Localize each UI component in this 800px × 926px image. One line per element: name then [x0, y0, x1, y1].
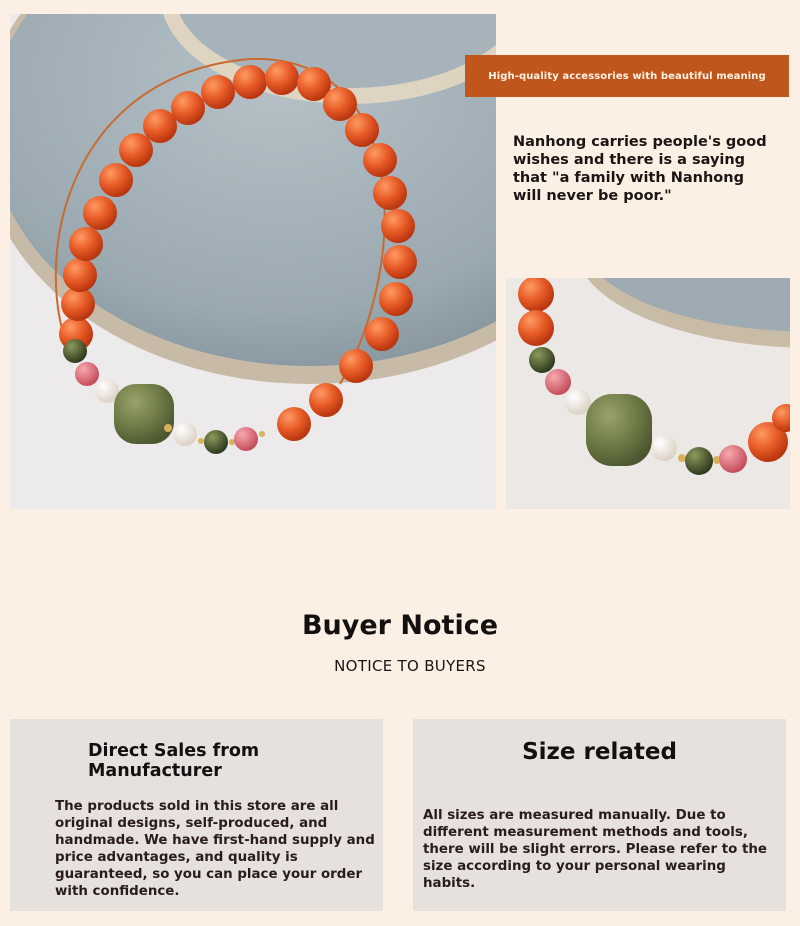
banner-text: High-quality accessories with beautiful meaning [488, 70, 766, 82]
carnelian-bead [61, 287, 95, 321]
carnelian-bead [339, 349, 373, 383]
buyer-notice-title: Buyer Notice [301, 610, 499, 641]
tagline-banner [465, 55, 789, 97]
bracelet-product-photo [10, 14, 496, 509]
carnelian-bead [323, 87, 357, 121]
carnelian-bead [265, 61, 299, 95]
carnelian-bead [365, 317, 399, 351]
carnelian-bead [373, 176, 407, 210]
card-title: Direct Sales from Manufacturer [88, 741, 260, 781]
carnelian-bead [63, 258, 97, 292]
carnelian-bead [381, 209, 415, 243]
carnelian-bead [345, 113, 379, 147]
carnelian-bead [143, 109, 177, 143]
buyer-notice-subtitle: NOTICE TO BUYERS [334, 657, 486, 675]
carnelian-bead [309, 383, 343, 417]
carnelian-bead [83, 196, 117, 230]
bracelet-closeup-photo [506, 278, 790, 509]
carnelian-bead [171, 91, 205, 125]
card-body: All sizes are measured manually. Due to different measurement methods and tools, there will be slight errors. Please refer to the size according to your personal wearing habits. [423, 808, 768, 891]
carnelian-bead [379, 282, 413, 316]
card-body: The products sold in this store are all original designs, self-produced, and handmade. We have first-hand supply and price advantages, and quality is guaranteed, so you can place your order with confidence. [55, 799, 375, 899]
carnelian-bead [69, 227, 103, 261]
carnelian-bead [363, 143, 397, 177]
carnelian-bead [383, 245, 417, 279]
product-tagline: Nanhong carries people's good wishes and there is a saying that "a family with Nanhong will never be poor." [513, 134, 767, 204]
carnelian-bead [201, 75, 235, 109]
carnelian-bead [119, 133, 153, 167]
jade-barrel-bead [114, 384, 174, 444]
carnelian-bead [233, 65, 267, 99]
carnelian-bead [99, 163, 133, 197]
card-direct-sales [10, 719, 383, 911]
carnelian-bead [277, 407, 311, 441]
card-size-related [413, 719, 786, 911]
card-title: Size related [522, 739, 677, 765]
